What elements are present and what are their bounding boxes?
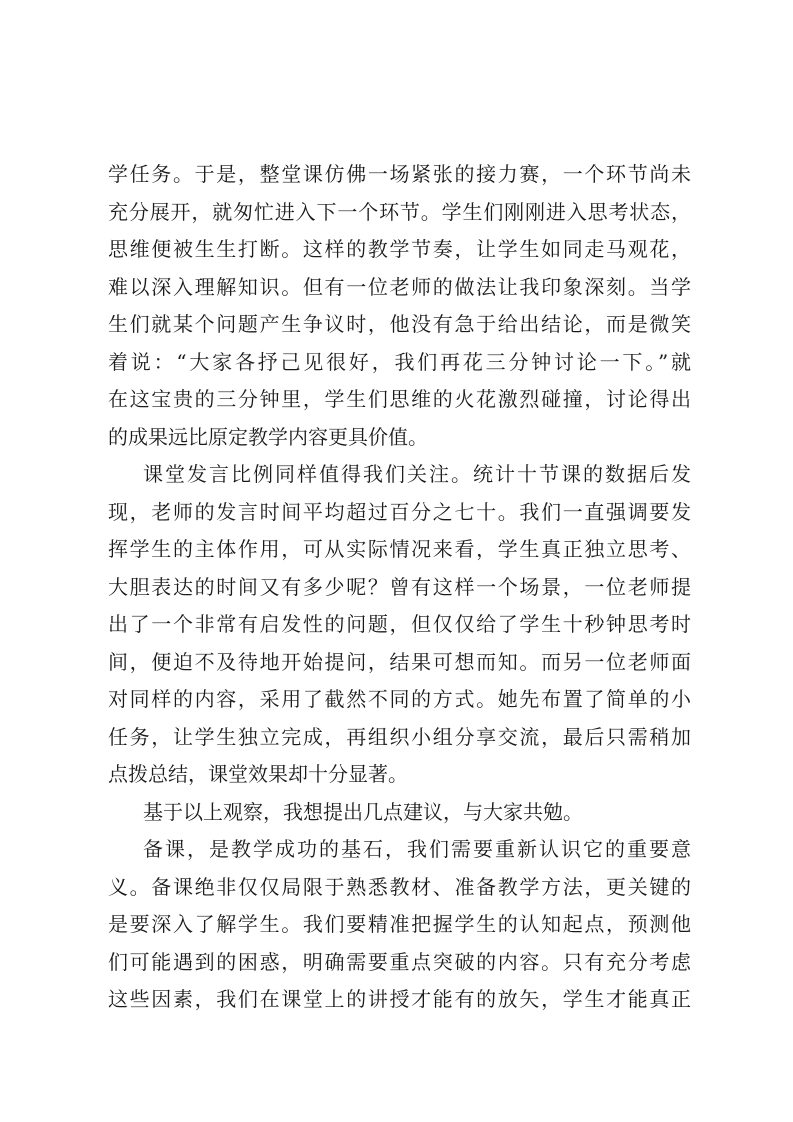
paragraph bbox=[108, 156, 691, 456]
text-line: 学任务。于是，整堂课仿佛一场紧张的接力赛，一个环节尚未 bbox=[108, 162, 691, 186]
text-line: 点拨总结，课堂效果却十分显著。 bbox=[108, 762, 408, 786]
text-line: 着说：“大家各抒己见很好，我们再花三分钟讨论一下。”就 bbox=[108, 349, 691, 374]
document-body bbox=[108, 156, 691, 1019]
text-line: 在这宝贵的三分钟里，学生们思维的火花激烈碰撞，讨论得出 bbox=[108, 387, 691, 411]
text-line: 间，便迫不及待地开始提问，结果可想而知。而另一位老师面 bbox=[108, 649, 691, 674]
text-line: 出了一个非常有启发性的问题，但仅仅给了学生十秒钟思考时 bbox=[108, 612, 691, 636]
paragraph bbox=[108, 794, 691, 832]
text-line: 是要深入了解学生。我们要精准把握学生的认知起点，预测他 bbox=[108, 912, 691, 936]
text-line: 备课，是教学成功的基石，我们需要重新认识它的重要意 bbox=[143, 837, 691, 861]
paragraph bbox=[108, 831, 691, 1019]
text-line: 难以深入理解知识。但有一位老师的做法让我印象深刻。当学 bbox=[108, 274, 691, 299]
text-line: 充分展开，就匆忙进入下一个环节。学生们刚刚进入思考状态， bbox=[108, 199, 691, 224]
text-line: 对同样的内容，采用了截然不同的方式。她先布置了简单的小 bbox=[108, 687, 691, 711]
text-line: 基于以上观察，我想提出几点建议，与大家共勉。 bbox=[143, 799, 583, 824]
text-line: 大胆表达的时间又有多少呢？曾有这样一个场景，一位老师提 bbox=[108, 574, 691, 599]
text-line: 这些因素，我们在课堂上的讲授才能有的放矢，学生才能真正 bbox=[108, 987, 691, 1011]
text-line: 们可能遇到的困惑，明确需要重点突破的内容。只有充分考虑 bbox=[108, 949, 691, 974]
text-line: 现，老师的发言时间平均超过百分之七十。我们一直强调要发 bbox=[108, 499, 691, 524]
text-line: 义。备课绝非仅仅局限于熟悉教材、准备教学方法，更关键的 bbox=[108, 874, 691, 899]
text-line: 思维便被生生打断。这样的教学节奏，让学生如同走马观花， bbox=[108, 237, 691, 261]
text-line: 生们就某个问题产生争议时，他没有急于给出结论，而是微笑 bbox=[108, 312, 691, 336]
text-line: 挥学生的主体作用，可从实际情况来看，学生真正独立思考、 bbox=[108, 537, 691, 561]
text-line: 任务，让学生独立完成，再组织小组分享交流，最后只需稍加 bbox=[108, 724, 691, 749]
text-line: 课堂发言比例同样值得我们关注。统计十节课的数据后发 bbox=[143, 462, 691, 486]
paragraph bbox=[108, 456, 691, 794]
text-line: 的成果远比原定教学内容更具价值。 bbox=[108, 424, 428, 449]
